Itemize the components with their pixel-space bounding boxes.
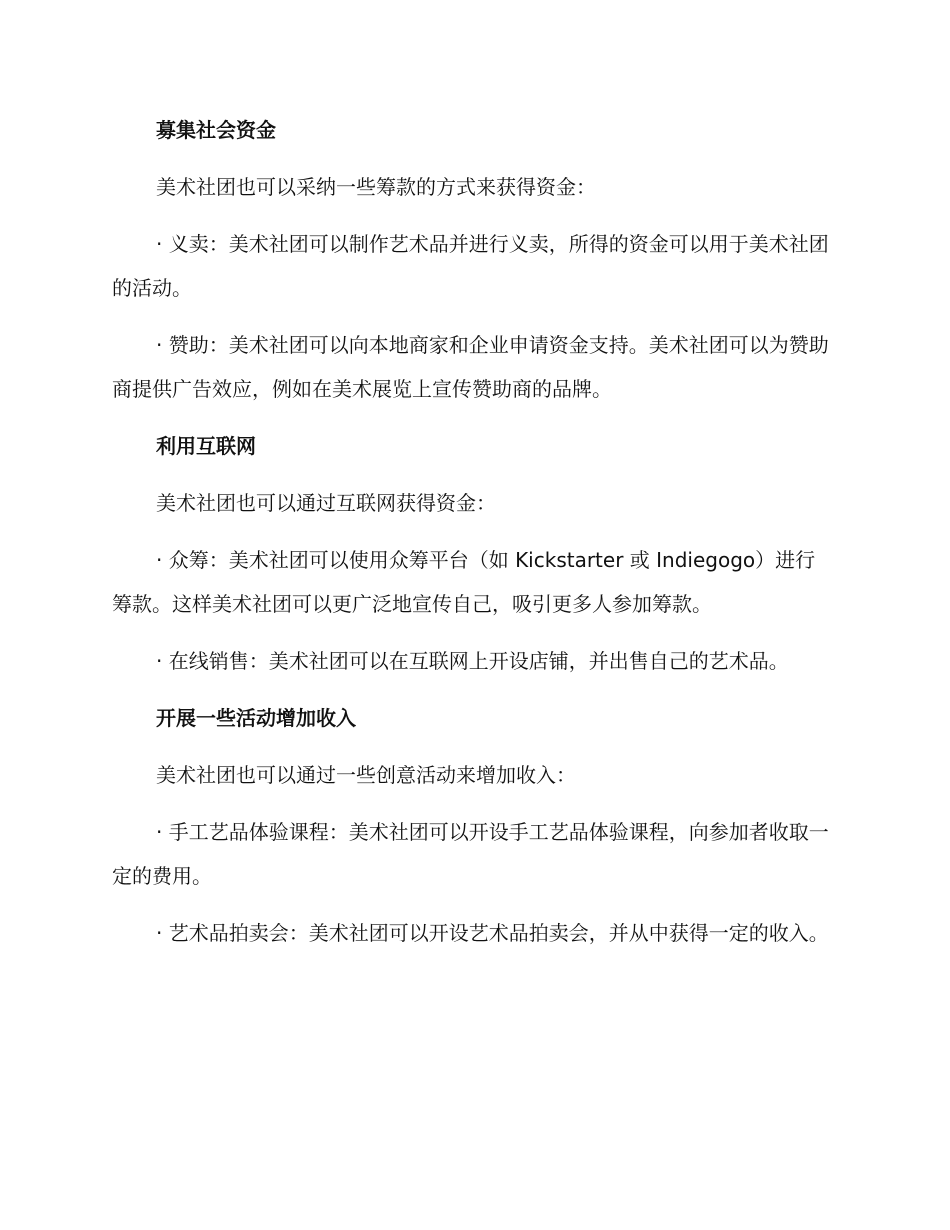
document-body <box>112 108 834 968</box>
section-intro: 美术社团也可以通过一些创意活动来增加收入： <box>156 763 576 787</box>
section-internet <box>112 424 834 683</box>
section-intro: 美术社团也可以采纳一些筹款的方式来获得资金： <box>156 175 596 199</box>
section-fundraising <box>112 108 834 411</box>
bullet-item: · 义卖：美术社团可以制作艺术品并进行义卖，所得的资金可以用于美术社团的活动。 <box>112 232 829 300</box>
bullet-item: · 在线销售：美术社团可以在互联网上开设店铺，并出售自己的艺术品。 <box>156 649 789 673</box>
section-heading: 利用互联网 <box>156 434 256 458</box>
bullet-item: · 赞助：美术社团可以向本地商家和企业申请资金支持。美术社团可以为赞助商提供广告效应，例如在美术展览上宣传赞助商的品牌。 <box>112 333 829 401</box>
bullet-item: · 手工艺品体验课程：美术社团可以开设手工艺品体验课程，向参加者收取一定的费用。 <box>112 820 829 888</box>
section-heading: 募集社会资金 <box>156 118 276 142</box>
bullet-item: · 艺术品拍卖会：美术社团可以开设艺术品拍卖会，并从中获得一定的收入。 <box>156 921 829 945</box>
bullet-item: · 众筹：美术社团可以使用众筹平台（如 Kickstarter 或 Indiegogo）进行筹款。这样美术社团可以更广泛地宣传自己，吸引更多人参加筹款。 <box>112 548 816 616</box>
section-intro: 美术社团也可以通过互联网获得资金： <box>156 491 496 515</box>
section-activities <box>112 696 834 955</box>
section-heading: 开展一些活动增加收入 <box>156 706 356 730</box>
